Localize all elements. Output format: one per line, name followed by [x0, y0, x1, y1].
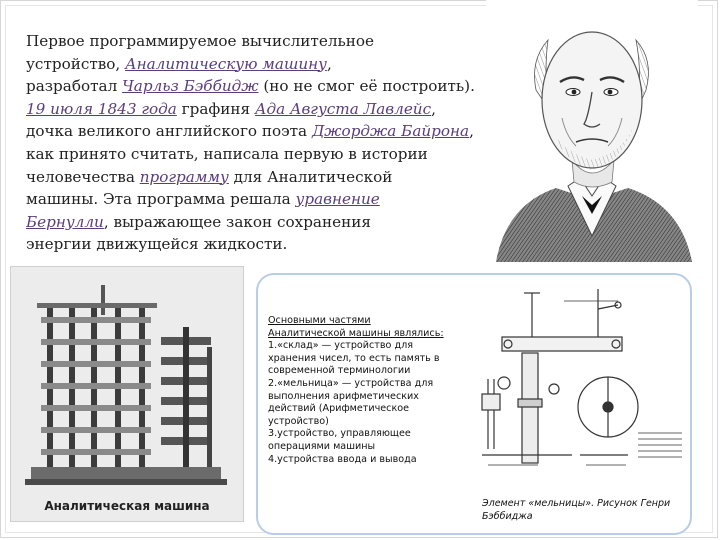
link-equation[interactable]: уравнение — [295, 190, 380, 209]
main-paragraph — [26, 30, 496, 256]
text-segment: машины. Эта программа решала — [26, 190, 296, 209]
panel-line: 2.«мельница» — устройства для — [268, 377, 434, 389]
link-ada-lovelace[interactable]: Ада Августа Лавлейс — [254, 99, 432, 118]
panel-line: 1.«склад» — устройство для — [268, 340, 414, 352]
text-segment: графиня — [176, 99, 255, 118]
text-segment: , — [431, 99, 436, 118]
panel-line: хранения чисел, то есть память в — [268, 352, 440, 364]
link-byron[interactable]: Джорджа Байрона — [311, 122, 470, 141]
link-program[interactable]: программу — [139, 167, 229, 186]
text-segment: , выражающее закон сохранения — [103, 212, 371, 231]
panel-line: выполнения арифметических — [268, 390, 419, 402]
panel-line: 3.устройство, управляющее — [268, 428, 411, 440]
panel-line: 4.устройства ввода и вывода — [268, 453, 417, 465]
analytical-engine-photo — [10, 266, 244, 522]
text-line: как принято считать, написала первую в истории — [26, 144, 428, 163]
panel-heading-line2: Аналитической машины являлись: — [268, 327, 444, 339]
text-segment: разработал — [26, 77, 123, 96]
link-analytical-engine[interactable]: Аналитическую машину — [125, 54, 327, 73]
text-segment: человечества — [26, 167, 140, 186]
text-segment: , — [326, 54, 332, 73]
panel-line: современной терминологии — [268, 365, 411, 377]
text-segment: устройство, — [26, 54, 126, 73]
panel-line: действий (Арифметическое — [268, 403, 410, 415]
panel-line: устройство) — [268, 415, 329, 427]
panel-heading-line1: Основными частями — [268, 315, 371, 326]
panel-text — [268, 315, 454, 466]
link-date[interactable]: 19 июля 1843 года — [26, 99, 177, 118]
text-line: энергии движущейся жидкости. — [26, 235, 288, 254]
info-panel — [256, 273, 692, 535]
text-line: Первое программируемое вычислительное — [26, 32, 374, 50]
engine-caption: Аналитическая машина — [44, 499, 210, 513]
link-charles-babbage[interactable]: Чарльз Бэббидж — [122, 77, 259, 96]
babbage-portrait — [486, 0, 698, 262]
drawing-caption: Элемент «мельницы». Рисунок Генри Бэббиджа — [482, 498, 671, 522]
panel-line: операциями машины — [268, 440, 376, 452]
text-segment: для Аналитической — [228, 167, 393, 186]
link-bernoulli[interactable]: Бернулли — [26, 212, 104, 231]
text-segment: дочка великого английского поэта — [26, 122, 312, 141]
mill-technical-drawing — [468, 279, 690, 499]
text-segment: , — [469, 122, 474, 141]
text-segment: (но не смог её построить). — [258, 77, 475, 96]
